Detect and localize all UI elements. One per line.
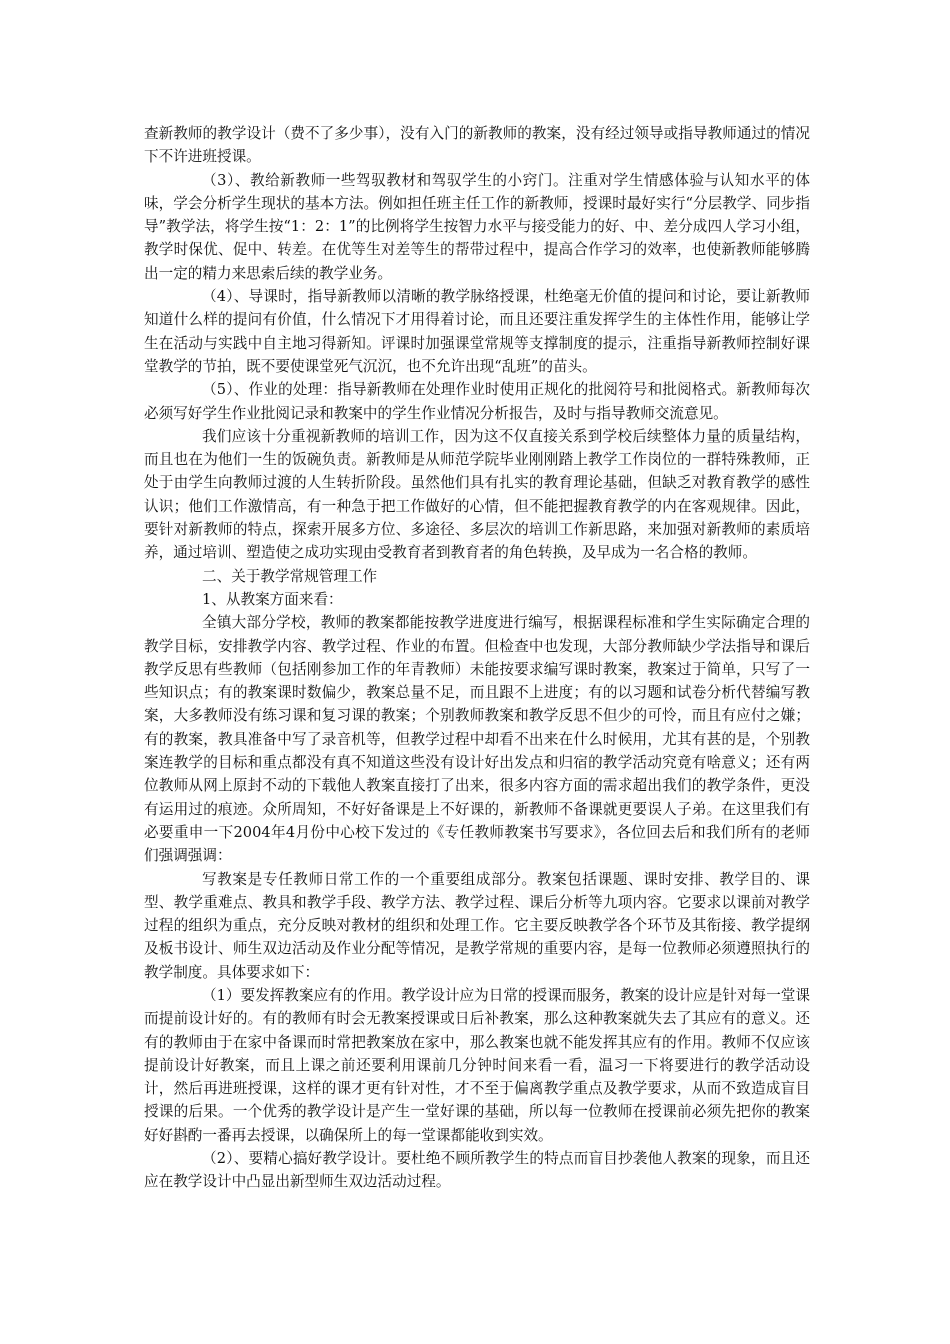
paragraph-item-5: （5）、作业的处理：指导新教师在处理作业时使用正规化的批阅符号和批阅格式。新教师每次必须写好学生作业批阅记录和教案中的学生作业情况分析报告，及时与指导教师交流意见。	[144, 381, 810, 422]
paragraph-lesson-plan-definition: 写教案是专任教师日常工作的一个重要组成部分。教案包括课题、课时安排、教学目的、课型、教学重难点、教具和教学手段、教学方法、教学过程、课后分析等九项内容。它要求以课前对教学过程的组织为重点，充分反映对教材的组织和处理工作。它主要反映教学各个环节及其衔接、教学提纲及板书设计、师生双边活动及作业分配等情况，是教学常规的重要内容，是每一位教师必须遵照执行的教学制度。具体要求如下：	[144, 870, 810, 981]
paragraph-item-4: （4）、导课时，指导新教师以清晰的教学脉络授课，杜绝毫无价值的提问和讨论，要让新教师知道什么样的提问有价值，什么情况下才用得着讨论，而且还要注重发挥学生的主体性作用，能够让学生在活动与实践中自主地习得新知。评课时加强课堂常规等支撑制度的提示，注重指导新教师控制好课堂教学的节拍，既不要使课堂死气沉沉，也不允许出现“乱班”的苗头。	[144, 288, 810, 375]
document-body	[144, 122, 810, 1194]
paragraph-requirement-2: （2）、要精心搞好教学设计。要杜绝不顾所教学生的特点而盲目抄袭他人教案的现象，而且还应在教学设计中凸显出新型师生双边活动过程。	[144, 1150, 810, 1191]
paragraph-item-3: （3）、教给新教师一些驾驭教材和驾驭学生的小窍门。注重对学生情感体验与认知水平的体味，学会分析学生现状的基本方法。例如担任班主任工作的新教师，授课时最好实行“分层教学、同步指导”教学法，将学生按“1：2：1”的比例将学生按智力水平与接受能力的好、中、差分成四人学习小组，教学时保优、促中、转差。在优等生对差等生的帮带过程中，提高合作学习的效率，也使新教师能够腾出一定的精力来思索后续的教学业务。	[144, 171, 810, 282]
paragraph-continued: 查新教师的教学设计（费不了多少事），没有入门的新教师的教案，没有经过领导或指导教师通过的情况下不许进班授课。	[144, 125, 810, 166]
paragraph-lesson-plan-findings: 全镇大部分学校，教师的教案都能按教学进度进行编写，根据课程标准和学生实际确定合理的教学目标，安排教学内容、教学过程、作业的布置。但检查中也发现，大部分教师缺少学法指导和课后教学反思有些教师（包括刚参加工作的年青教师）未能按要求编写课时教案，教案过于简单，只写了一些知识点；有的教案课时数偏少，教案总量不足，而且跟不上进度；有的以习题和试卷分析代替编写教案，大多教师没有练习课和复习课的教案；个别教师教案和教学反思不但少的可怜，而且有应付之嫌；有的教案，教具准备中写了录音机等，但教学过程中却看不出来在什么时候用，尤其有甚的是，个别教案连教学的目标和重点都没有真不知道这些没有设计好出发点和归宿的教学活动究竟有啥意义；还有两位教师从网上原封不动的下载他人教案直接打了出来，很多内容方面的需求超出我们的教学条件，更没有运用过的痕迹。众所周知，不好好备课是上不好课的，新教师不备课就更要误人子弟。在这里我们有必要重申一下2004年4月份中心校下发过的《专任教师教案书写要求》，各位回去后和我们所有的老师们强调强调：	[144, 614, 810, 865]
paragraph-summary: 我们应该十分重视新教师的培训工作，因为这不仅直接关系到学校后续整体力量的质量结构，而且也在为他们一生的饭碗负责。新教师是从师范学院毕业刚刚踏上教学工作岗位的一群特殊教师，正处于由学生向教师过渡的人生转折阶段。虽然他们具有扎实的教育理论基础，但缺乏对教育教学的感性认识；他们工作激情高，有一种急于把工作做好的心情，但不能把握教育教学的内在客观规律。因此，要针对新教师的特点，探索开展多方位、多途径、多层次的培训工作新思路，来加强对新教师的素质培养，通过培训、塑造使之成功实现由受教育者到教育者的角色转换，及早成为一名合格的教师。	[144, 427, 810, 562]
section-heading: 二、关于教学常规管理工作	[202, 567, 378, 585]
subsection-heading: 1、从教案方面来看：	[202, 590, 343, 608]
paragraph-requirement-1: （1）要发挥教案应有的作用。教学设计应为日常的授课而服务，教案的设计应是针对每一堂课而提前设计好的。有的教师有时会无教案授课或日后补教案，那么这种教案就失去了其应有的意义。还有的教师由于在家中备课而时常把教案放在家中，那么教案也就不能发挥其应有的作用。教师不仅应该提前设计好教案，而且上课之前还要利用课前几分钟时间来看一看，温习一下将要进行的教学活动设计，然后再进班授课，这样的课才更有针对性，才不至于偏离教学重点及教学要求，从而不致造成盲目授课的后果。一个优秀的教学设计是产生一堂好课的基础，所以每一位教师在授课前必须先把你的教案好好斟酌一番再去授课，以确保所上的每一堂课都能收到实效。	[144, 986, 810, 1144]
